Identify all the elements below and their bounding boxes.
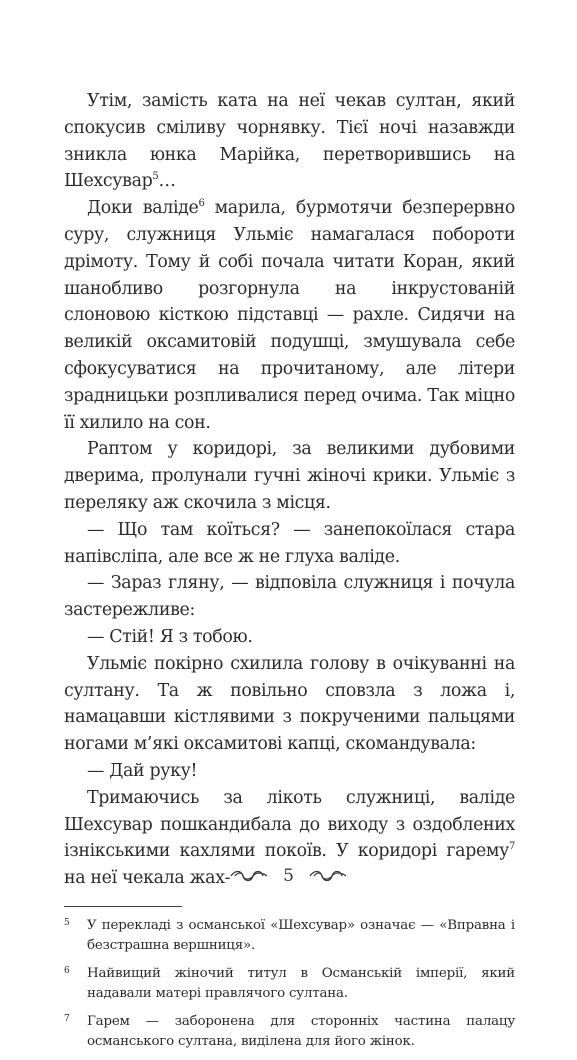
- footnote-ref-6: 6: [198, 198, 205, 210]
- footnote-text: Гарем — заборонена для сторонніх частина палацу османського султана, виділена для його жінок.: [87, 1013, 515, 1049]
- footnote-mark: 6: [64, 965, 70, 976]
- footnote-ref-7: 7: [508, 841, 515, 853]
- footnote-mark: 5: [64, 917, 70, 928]
- footnote-text: Найвищий жіночий титул в Османській імперії, який надавали матері правлячого султана.: [87, 965, 515, 1001]
- dialogue-1: — Що там коїться? — занепокоїлася стара напівсліпа, але все ж не глуха валіде.: [64, 519, 515, 567]
- ornament-left-icon: [229, 869, 269, 883]
- dialogue-3: — Стій! Я з тобою.: [87, 626, 253, 647]
- page-footer: [0, 866, 577, 886]
- footnote-ref-5: 5: [152, 171, 159, 183]
- footnote-5: [64, 916, 515, 956]
- footnote-7: [64, 1012, 515, 1052]
- paragraph-3: Раптом у коридорі, за великими дубовими дверима, пролунали гучні жіночі крики. Ульміє з переляку аж скочила з місця.: [64, 439, 515, 513]
- ornament-right-icon: [308, 869, 348, 883]
- paragraph-2: Доки валіде$^6$ марила, бурмотячи безперервно суру, служниця Ульміє намагалася побороти дрімоту. Тому й собі почала читати Коран, який шанобливо розгорнула на інкрустованій слоновою кісткою підставці — рахле. Сидячи на великій оксамитовій подушці, змушувала себе сфокусуватися на прочитаному, але літери зрадницьки розпливалися перед очима. Так міцно її хилило на сон.: [64, 198, 515, 433]
- paragraph-1: Утім, замість ката на неї чекав султан, який спокусив сміливу чорнявку. Тієї ночі назавжди зникла юнка Марійка, перетворившись на Шехсувар$^5$…: [64, 91, 515, 192]
- book-page-body: [64, 88, 515, 1060]
- footnote-separator: [64, 906, 182, 907]
- footnote-mark: 7: [64, 1013, 70, 1024]
- dialogue-2: — Зараз гляну, — відповіла служниця і почула застережливе:: [64, 573, 515, 621]
- paragraph-4: Ульміє покірно схилила голову в очікуванні на султану. Та ж повільно сповзла з ложа і, намацавши кістлявими з покрученими пальцями ногами м’які оксамитові капці, скомандувала:: [64, 653, 515, 755]
- page-number: 5: [283, 866, 294, 886]
- footnote-text: У перекладі з османської «Шехсувар» означає — «Вправна і безстрашна вершниця».: [87, 917, 515, 953]
- dialogue-4: — Дай руку!: [87, 760, 198, 781]
- paragraph-5: Тримаючись за лікоть служниці, валіде Шехсувар пошкандибала до виходу з оздоблених ізнікськими кахлями покоїв. У коридорі гарему$^7$ на неї чекала жах-: [64, 787, 515, 889]
- footnotes: [64, 916, 515, 1052]
